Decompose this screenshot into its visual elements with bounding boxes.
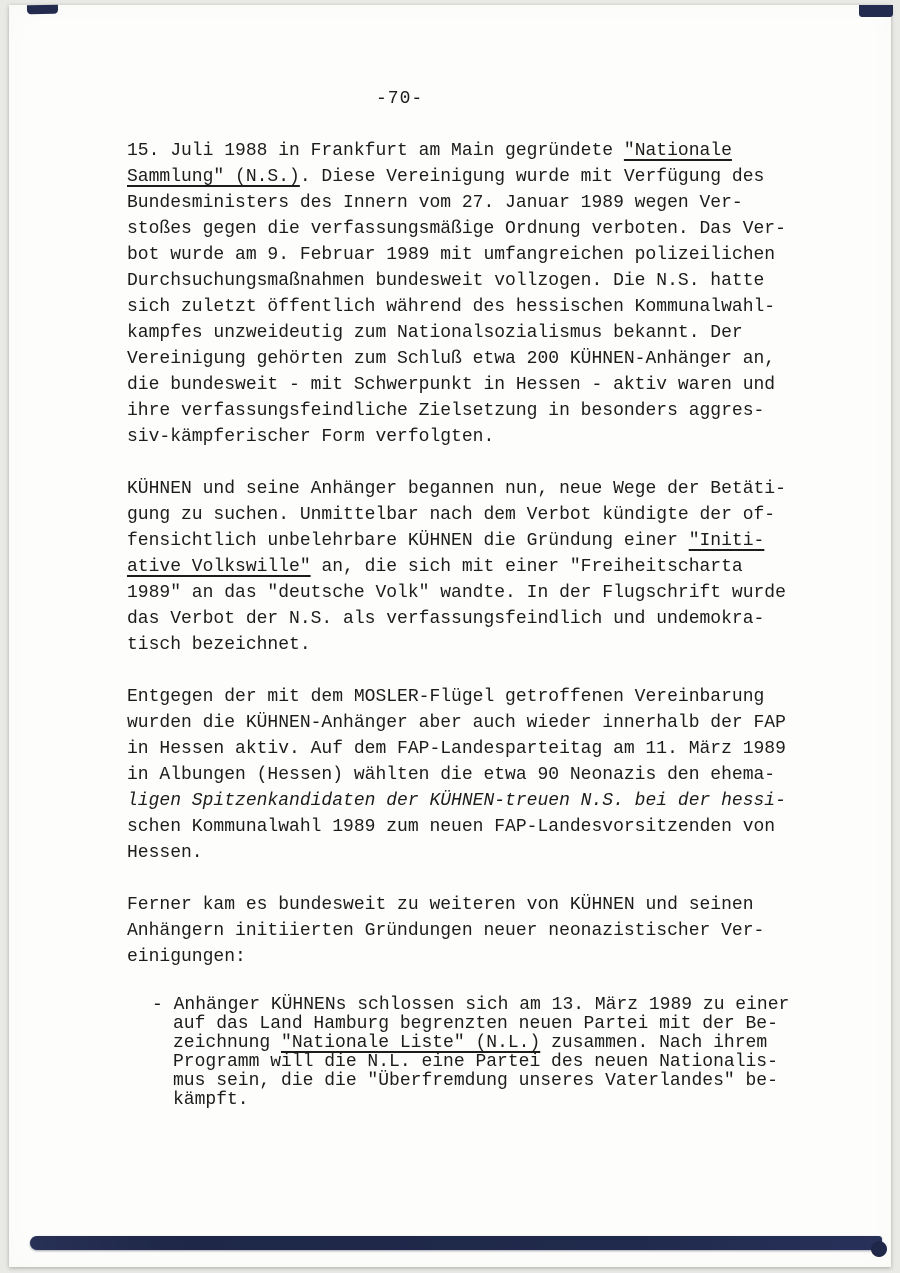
text-line <box>127 606 817 632</box>
bullet-item <box>127 996 817 1110</box>
text-segment: Bundesministers des Innern vom 27. Januar 1989 wegen Ver- <box>127 193 743 213</box>
text-line <box>127 1034 817 1053</box>
paragraph <box>127 684 817 866</box>
text-line <box>127 190 817 216</box>
text-line <box>127 476 817 502</box>
text-line <box>127 164 817 190</box>
text-segment: . Diese Vereinigung wurde mit Verfügung des <box>299 167 765 187</box>
text-line <box>127 1072 817 1091</box>
text-line <box>127 814 817 840</box>
text-line <box>127 710 817 736</box>
text-line <box>127 242 817 268</box>
text-line <box>127 762 817 788</box>
paragraph <box>127 476 817 658</box>
text-line <box>127 294 817 320</box>
text-line <box>127 918 817 944</box>
text-segment: schen Kommunalwahl 1989 zum neuen FAP-Landesvorsitzenden von <box>127 817 776 837</box>
text-line <box>127 684 817 710</box>
scan-artifact-bottom-bar <box>30 1236 882 1250</box>
text-segment: 1989" an das "deutsche Volk" wandte. In der Flugschrift wurde <box>127 583 786 603</box>
text-segment: ihre verfassungsfeindliche Zielsetzung in besonders aggres- <box>127 401 765 421</box>
text-line <box>127 138 817 164</box>
scan-artifact-top-right <box>859 5 893 17</box>
text-segment: siv-kämpferischer Form verfolgten. <box>127 427 495 447</box>
text-line <box>127 502 817 528</box>
text-segment: das Verbot der N.S. als verfassungsfeindlich und undemokra- <box>127 609 765 629</box>
text-segment: Durchsuchungsmaßnahmen bundesweit vollzogen. Die N.S. hatte <box>127 271 765 291</box>
text-line <box>127 632 817 658</box>
text-segment: KÜHNEN und seine Anhänger begannen nun, neue Wege der Betäti- <box>127 479 786 499</box>
underlined-text: "Initi- <box>688 531 765 551</box>
text-segment: Ferner kam es bundesweit zu weiteren von KÜHNEN und seinen <box>127 895 754 915</box>
text-line <box>127 1091 817 1110</box>
text-segment: Entgegen der mit dem MOSLER-Flügel getroffenen Vereinbarung <box>127 687 765 707</box>
text-line <box>127 528 817 554</box>
text-line <box>127 1015 817 1034</box>
text-line <box>127 398 817 424</box>
text-segment: zusammen. Nach ihrem <box>540 1033 768 1053</box>
text-line <box>127 788 817 814</box>
text-segment: kämpft. <box>173 1090 249 1110</box>
underlined-text: Sammlung" (N.S.) <box>127 167 300 187</box>
text-line <box>127 996 817 1015</box>
text-line <box>127 424 817 450</box>
text-segment: fensichtlich unbelehrbare KÜHNEN die Gründung einer <box>127 531 689 551</box>
underlined-text: ative Volkswille" <box>127 557 311 577</box>
text-segment: bot wurde am 9. Februar 1989 mit umfangreichen polizeilichen <box>127 245 776 265</box>
text-line <box>127 736 817 762</box>
text-line <box>127 1053 817 1072</box>
scan-artifact-top-left <box>27 5 58 15</box>
text-line <box>127 840 817 866</box>
text-line <box>127 892 817 918</box>
text-segment: Programm will die N.L. eine Partei des neuen Nationalis- <box>173 1052 778 1072</box>
paragraph <box>127 892 817 970</box>
text-line <box>127 346 817 372</box>
text-line <box>127 554 817 580</box>
underlined-text: "Nationale Liste" (N.L.) <box>281 1033 541 1053</box>
text-segment: 15. Juli 1988 in Frankfurt am Main gegründete <box>127 141 624 161</box>
text-segment: sich zuletzt öffentlich während des hessischen Kommunalwahl- <box>127 297 776 317</box>
text-line <box>127 216 817 242</box>
text-line <box>127 268 817 294</box>
text-line <box>127 372 817 398</box>
text-segment: einigungen: <box>127 947 246 967</box>
text-segment: wurden die KÜHNEN-Anhänger aber auch wieder innerhalb der FAP <box>127 713 786 733</box>
document-page <box>9 5 891 1267</box>
italic-text: ligen Spitzenkandidaten der KÜHNEN-treuen N.S. bei der hessi- <box>127 791 786 811</box>
underlined-text: "Nationale <box>623 141 732 161</box>
text-segment: mus sein, die die "Überfremdung unseres Vaterlandes" be- <box>173 1071 778 1091</box>
text-segment: - Anhänger KÜHNENs schlossen sich am 13. März 1989 zu einer <box>152 995 790 1015</box>
text-segment: gung zu suchen. Unmittelbar nach dem Verbot kündigte der of- <box>127 505 776 525</box>
text-segment: in Hessen aktiv. Auf dem FAP-Landesparteitag am 11. März 1989 <box>127 739 786 759</box>
page-number: -70- <box>376 89 424 109</box>
text-segment: kampfes unzweideutig zum Nationalsozialismus bekannt. Der <box>127 323 743 343</box>
text-line <box>127 320 817 346</box>
text-segment: an, die sich mit einer "Freiheitscharta <box>310 557 743 577</box>
text-segment: stoßes gegen die verfassungsmäßige Ordnung verboten. Das Ver- <box>127 219 786 239</box>
text-segment: zeichnung <box>173 1033 282 1053</box>
text-segment: auf das Land Hamburg begrenzten neuen Partei mit der Be- <box>173 1014 778 1034</box>
text-segment: Vereinigung gehörten zum Schluß etwa 200 KÜHNEN-Anhänger an, <box>127 349 776 369</box>
document-body <box>127 138 817 1136</box>
text-segment: Anhängern initiierten Gründungen neuer neonazistischer Ver- <box>127 921 765 941</box>
text-line <box>127 580 817 606</box>
text-segment: tisch bezeichnet. <box>127 635 311 655</box>
text-segment: in Albungen (Hessen) wählten die etwa 90 Neonazis den ehema- <box>127 765 776 785</box>
text-segment: Hessen. <box>127 843 203 863</box>
scan-artifact-bottom-right-blob <box>871 1241 887 1257</box>
paragraph <box>127 138 817 450</box>
text-line <box>127 944 817 970</box>
text-segment: die bundesweit - mit Schwerpunkt in Hessen - aktiv waren und <box>127 375 776 395</box>
